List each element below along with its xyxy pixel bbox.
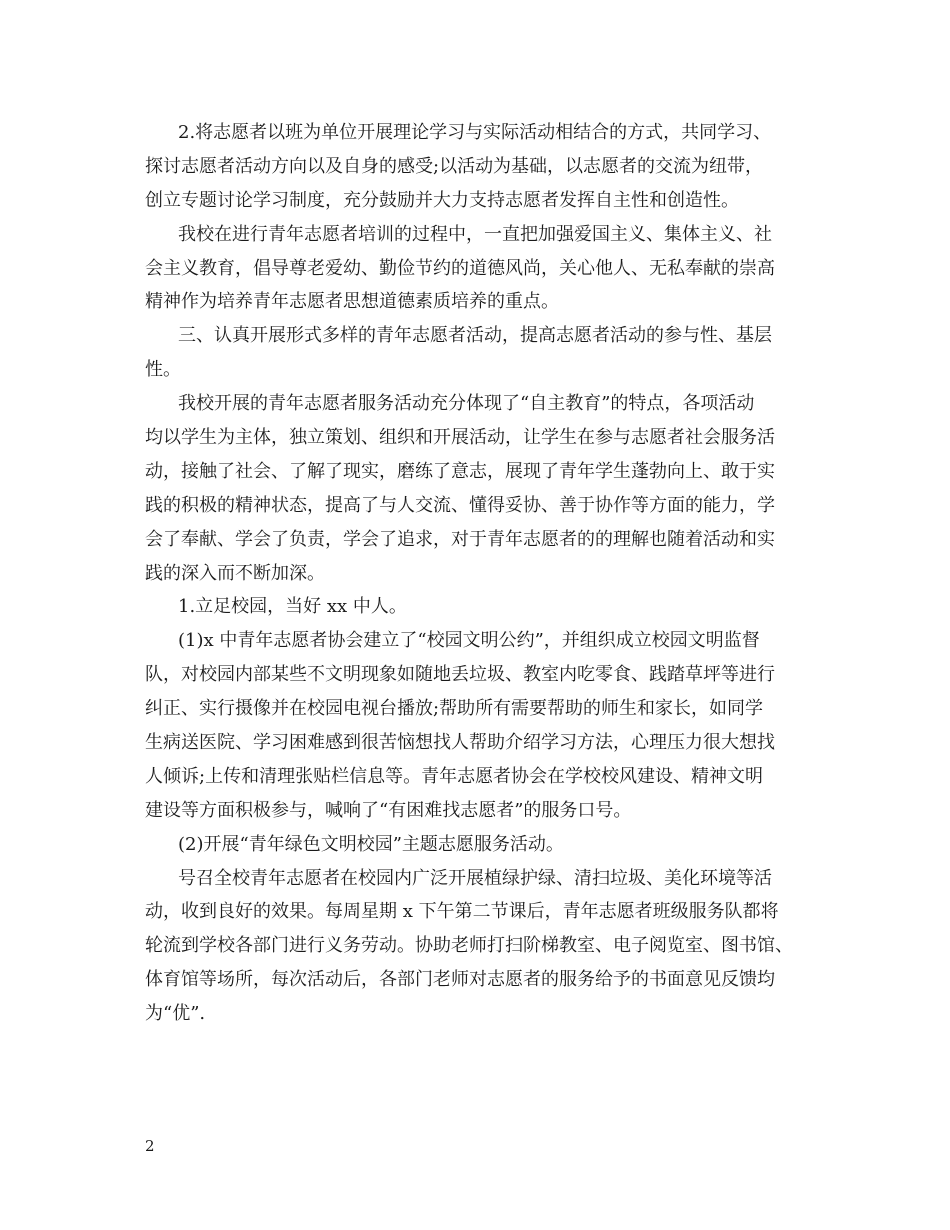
text-line: (1)x 中青年志愿者协会建立了“校园文明公约”，并组织成立校园文明监督 xyxy=(178,630,760,652)
text-line: 为“优”. xyxy=(145,1003,206,1025)
section-heading-line: 性。 xyxy=(145,359,181,381)
text-line: 会了奉献、学会了负责，学会了追求，对于青年志愿者的的理解也随着活动和实 xyxy=(145,528,775,550)
text-line: 创立专题讨论学习制度，充分鼓励并大力支持志愿者发挥自主性和创造性。 xyxy=(145,189,739,211)
section-heading-line: 三、认真开展形式多样的青年志愿者活动，提高志愿者活动的参与性、基层 xyxy=(178,325,772,347)
text-line: 动，收到良好的效果。每周星期 x 下午第二节课后，青年志愿者班级服务队都将 xyxy=(145,901,779,923)
page-number: 2 xyxy=(145,1137,155,1155)
text-line: 践的积极的精神状态，提高了与人交流、懂得妥协、善于协作等方面的能力，学 xyxy=(145,494,775,516)
text-line: 我校开展的青年志愿者服务活动充分体现了“自主教育”的特点，各项活动 xyxy=(178,393,755,415)
text-line: 建设等方面积极参与，喊响了“有困难找志愿者”的服务口号。 xyxy=(145,799,632,821)
text-line: 动，接触了社会、了解了现实，磨练了意志，展现了青年学生蓬勃向上、敢于实 xyxy=(145,460,775,482)
text-line: 号召全校青年志愿者在校园内广泛开展植绿护绿、清扫垃圾、美化环境等活 xyxy=(178,867,772,889)
text-line: 探讨志愿者活动方向以及自身的感受;以活动为基础，以志愿者的交流为纽带， xyxy=(145,155,764,177)
text-line: 生病送医院、学习困难感到很苦恼想找人帮助介绍学习方法，心理压力很大想找 xyxy=(145,732,775,754)
text-line: 践的深入而不断加深。 xyxy=(145,562,325,584)
text-line: 体育馆等场所，每次活动后，各部门老师对志愿者的服务给予的书面意见反馈均 xyxy=(145,969,775,991)
text-line: 队，对校园内部某些不文明现象如随地丢垃圾、教室内吃零食、践踏草坪等进行 xyxy=(145,664,775,686)
text-line: 均以学生为主体，独立策划、组织和开展活动，让学生在参与志愿者社会服务活 xyxy=(145,427,775,449)
document-body xyxy=(145,116,805,1031)
text-line: 会主义教育，倡导尊老爱幼、勤俭节约的道德风尚，关心他人、无私奉献的崇高 xyxy=(145,257,775,279)
text-line: 我校在进行青年志愿者培训的过程中，一直把加强爱国主义、集体主义、社 xyxy=(178,223,772,245)
subheading-line: (2)开展“青年绿色文明校园”主题志愿服务活动。 xyxy=(178,833,564,855)
text-line: 2.将志愿者以班为单位开展理论学习与实际活动相结合的方式，共同学习、 xyxy=(178,122,772,143)
text-line: 轮流到学校各部门进行义务劳动。协助老师打扫阶梯教室、电子阅览室、图书馆、 xyxy=(145,935,793,957)
text-line: 精神作为培养青年志愿者思想道德素质培养的重点。 xyxy=(145,291,559,313)
subheading-line: 1.立足校园，当好 xx 中人。 xyxy=(178,596,407,618)
text-line: 人倾诉;上传和清理张贴栏信息等。青年志愿者协会在学校校风建设、精神文明 xyxy=(145,765,764,787)
text-line: 纠正、实行摄像并在校园电视台播放;帮助所有需要帮助的师生和家长，如同学 xyxy=(145,698,764,720)
